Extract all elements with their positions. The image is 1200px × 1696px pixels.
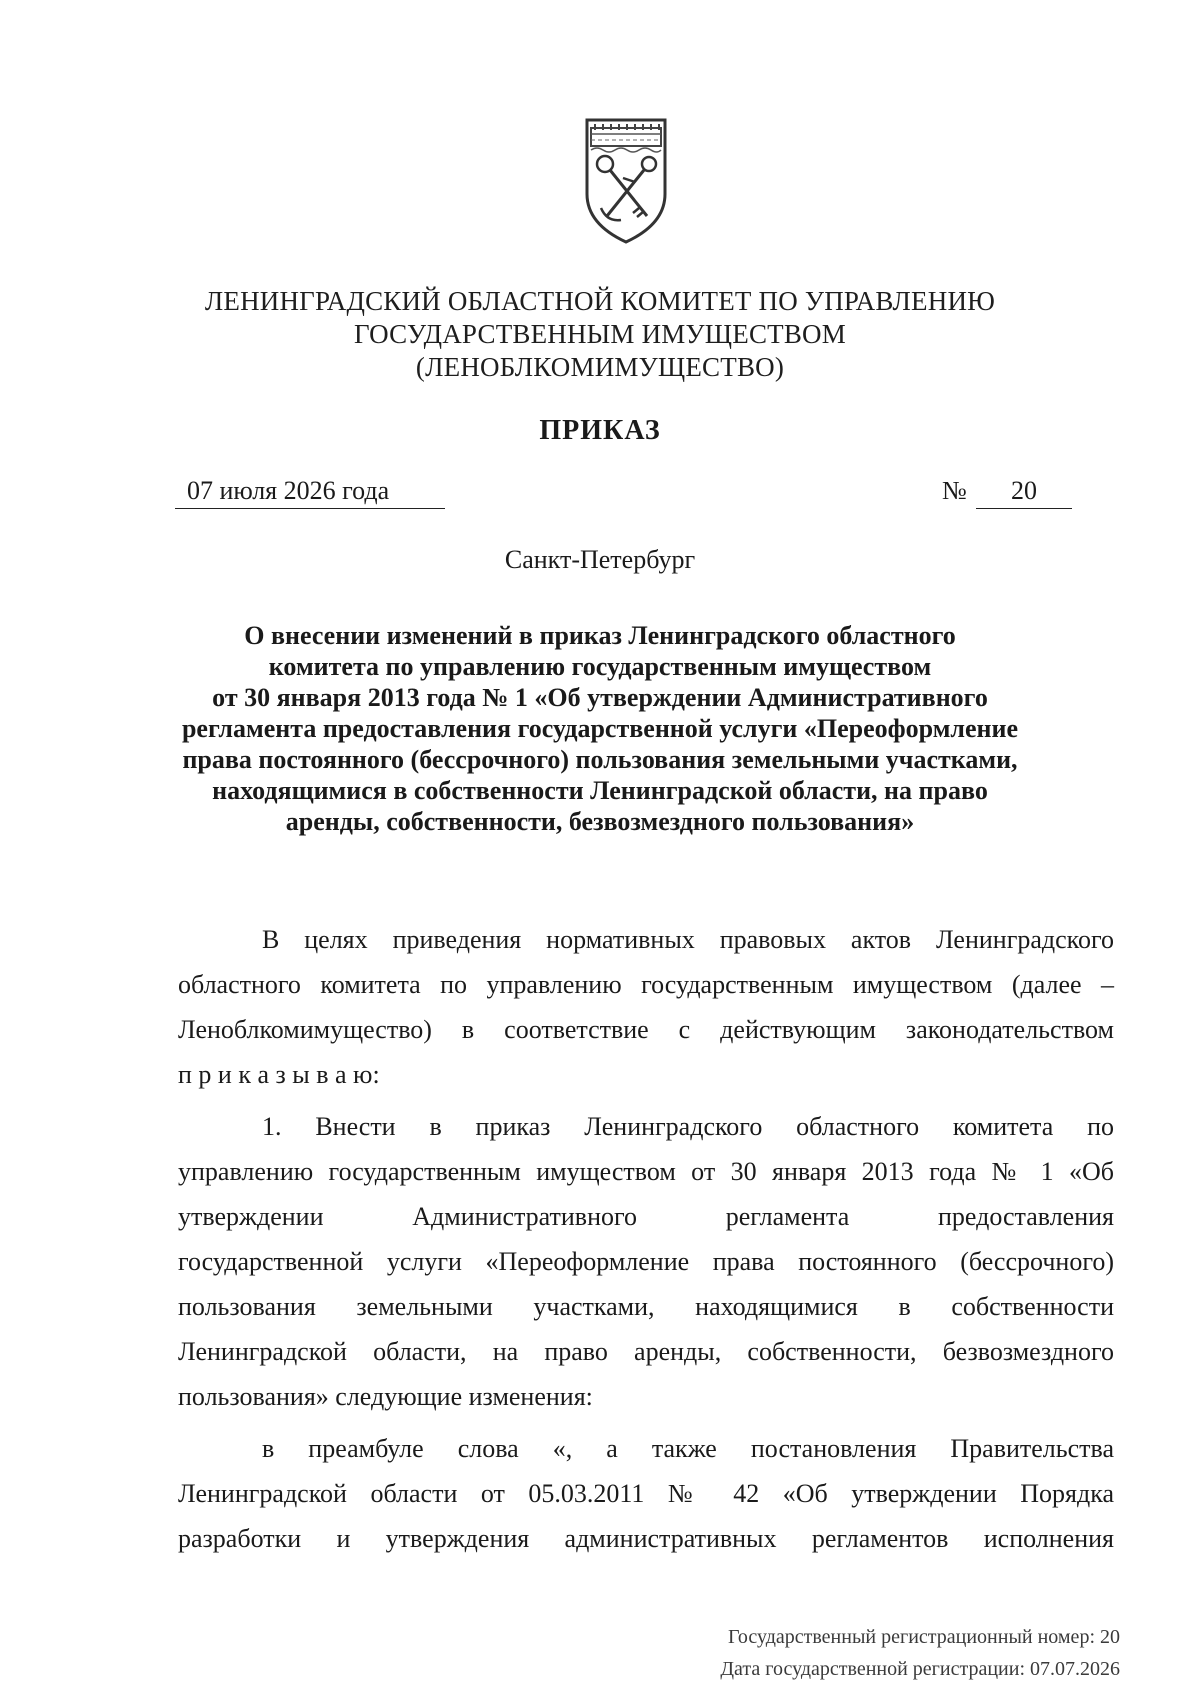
document-type-heading: ПРИКАЗ <box>539 415 661 446</box>
body-line: пользования» следующие изменения: <box>178 1382 593 1411</box>
body-line: Леноблкомимущество) в соответствие с действующим законодательством <box>178 1015 1114 1044</box>
document-date: 07 июля 2026 года <box>187 476 390 505</box>
document-number: 20 <box>976 474 1072 509</box>
title-line: аренды, собственности, безвозмездного пользования» <box>285 807 915 836</box>
org-name-line-1: ЛЕНИНГРАДСКИЙ ОБЛАСТНОЙ КОМИТЕТ ПО УПРАВЛЕНИЮ <box>204 286 996 316</box>
body-line: утверждении Административного регламента предоставления <box>178 1202 1114 1231</box>
title-line: О внесении изменений в приказ Ленинградского областного <box>244 621 956 650</box>
body-line: в преамбуле слова «, а также постановления Правительства <box>262 1434 1114 1463</box>
title-line: регламента предоставления государственной услуги «Переоформление <box>181 714 1019 743</box>
title-line: комитета по управлению государственным имуществом <box>268 652 932 681</box>
body-line: Ленинградской области от 05.03.2011 № 42 «Об утверждении Порядка <box>178 1479 1114 1508</box>
body-line: пользования земельными участками, находящимися в собственности <box>178 1292 1114 1321</box>
number-sign: № <box>942 476 967 505</box>
body-line: п р и к а з ы в а ю: <box>178 1060 380 1089</box>
title-line: права постоянного (бессрочного) пользования земельными участками, <box>182 745 1018 774</box>
title-line: находящимися в собственности Ленинградской области, на право <box>212 776 988 805</box>
body-line: управлению государственным имуществом от 30 января 2013 года № 1 «Об <box>178 1157 1114 1186</box>
body-line: государственной услуги «Переоформление права постоянного (бессрочного) <box>178 1247 1114 1276</box>
body-line: 1. Внести в приказ Ленинградского областного комитета по <box>262 1112 1114 1141</box>
order-title <box>150 620 1050 837</box>
org-name-line-2: ГОСУДАРСТВЕННЫМ ИМУЩЕСТВОМ <box>354 319 846 349</box>
coat-of-arms-icon <box>581 116 671 246</box>
body-line: разработки и утверждения административных регламентов исполнения <box>178 1524 1114 1553</box>
title-line: от 30 января 2013 года № 1 «Об утверждении Административного <box>212 683 988 712</box>
body-line: областного комитета по управлению государственным имуществом (далее – <box>178 970 1114 999</box>
body-line: В целях приведения нормативных правовых актов Ленинградского <box>262 925 1114 954</box>
body-line: Ленинградской области, на право аренды, собственности, безвозмездного <box>178 1337 1114 1366</box>
registration-date: Дата государственной регистрации: 07.07.2026 <box>720 1658 1120 1680</box>
coat-of-arms-emblem <box>581 116 671 246</box>
city-name: Санкт-Петербург <box>504 545 696 574</box>
document-date-field <box>175 474 445 509</box>
org-name-abbrev: (ЛЕНОБЛКОМИМУЩЕСТВО) <box>415 352 785 382</box>
registration-number: Государственный регистрационный номер: 20 <box>728 1626 1120 1648</box>
